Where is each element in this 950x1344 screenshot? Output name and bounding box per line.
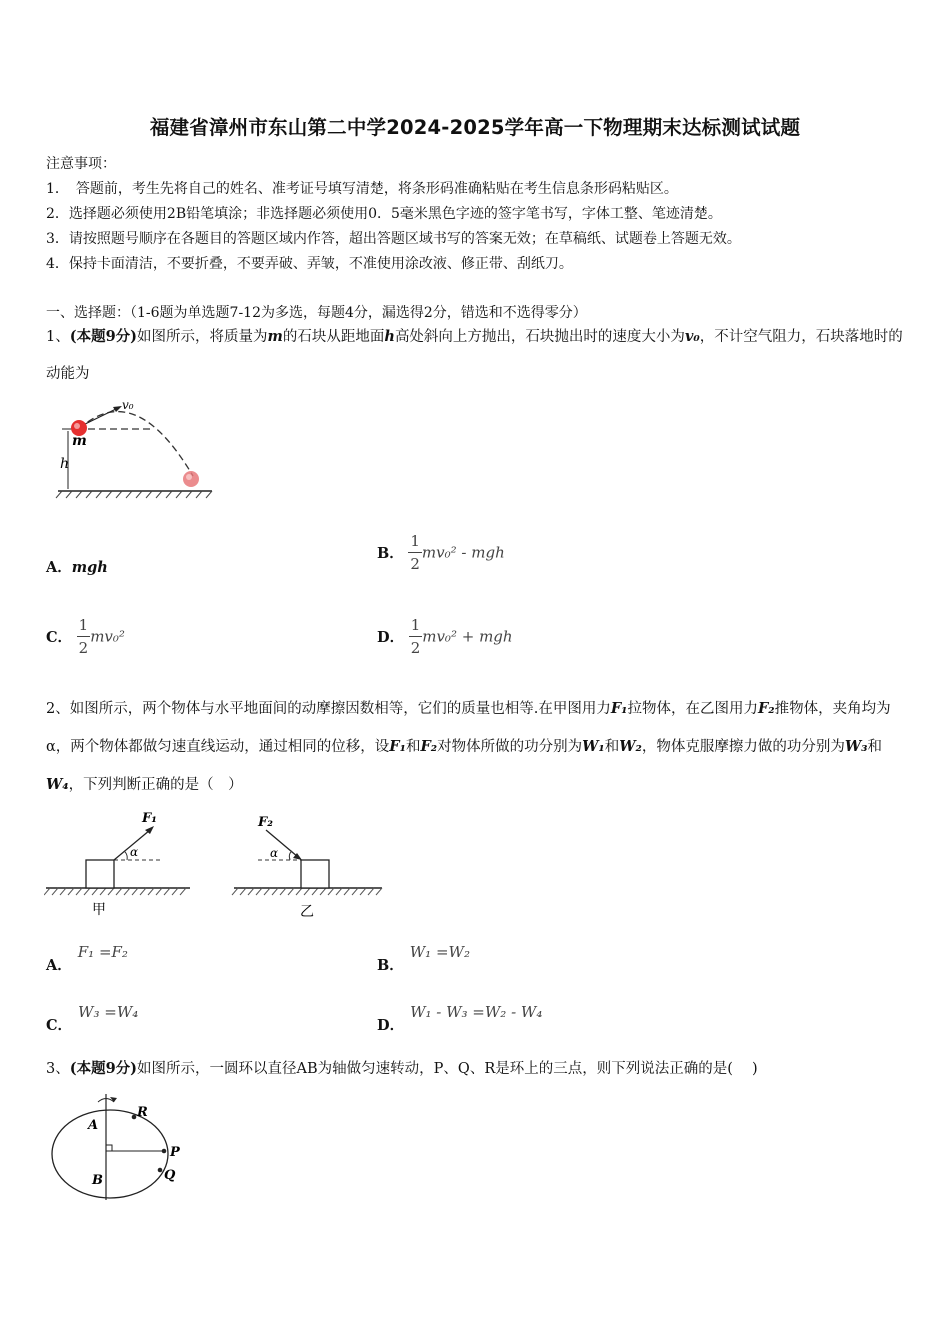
q1-option-a[interactable] (46, 556, 108, 577)
q1-text-d: ，不计空气阻力，石块落地时的动能为 (46, 329, 903, 382)
notice-item-4: 4．保持卡面清洁，不要折叠，不要弄破、弄皱，不准使用涂改液、修正带、刮纸刀。 (46, 256, 573, 272)
q1-option-c-label: C． (46, 629, 73, 646)
q1-option-d[interactable] (377, 614, 513, 659)
q1-fig-h-label: h (60, 456, 70, 472)
q2-var-w2: W₂ (619, 738, 642, 755)
q1-option-d-den: 2 (410, 639, 421, 657)
q2-fig-yi-label: 乙 (300, 904, 314, 920)
q1-marks: (本题9分) (69, 328, 138, 345)
q1-option-a-label: A． (46, 559, 72, 576)
q1-option-d-num: 1 (409, 614, 423, 637)
q2-var-w3: W₃ (844, 738, 868, 755)
q2-option-b-label: B． (377, 957, 404, 974)
q3-ring-figure (48, 1092, 198, 1204)
q1-option-a-value: mgh (71, 559, 108, 576)
notice-heading: 注意事项： (46, 156, 116, 172)
q2-option-d[interactable] (377, 1000, 543, 1034)
q2-option-a[interactable] (46, 940, 128, 974)
q3-fig-b-label: B (92, 1173, 103, 1188)
question-2-text (46, 690, 908, 804)
notice-item-1: 1． 答题前，考生先将自己的姓名、准考证号填写清楚，将条形码准确粘贴在考生信息条形码粘贴区。 (46, 181, 678, 197)
q1-text-a: 如图所示，将质量为 (137, 329, 268, 345)
q2-option-d-label: D． (377, 1017, 405, 1034)
q1-option-b-num: 1 (408, 530, 422, 553)
q2-option-b[interactable] (377, 940, 470, 974)
q2-option-d-value: W₁ - W₃ =W₂ - W₄ (410, 1003, 543, 1021)
q1-projectile-figure (50, 396, 220, 500)
q2-var-f2: F₂ (758, 700, 775, 717)
q2-option-c-value: W₃ =W₄ (78, 1003, 139, 1021)
q1-text-b: 的石块从距地面 (282, 329, 385, 345)
q1-option-b-fraction (408, 530, 422, 575)
q2-text-c: 推物体，夹角均为α，两个物体都做匀速直线运动，通过相同的位移，设 (46, 701, 891, 755)
q2-option-a-label: A． (46, 957, 72, 974)
q1-text-c: 高处斜向上方抛出，石块抛出时的速度大小为 (394, 329, 685, 345)
q3-number: 3、 (46, 1061, 70, 1077)
q1-option-b-value: mv₀² - mgh (421, 543, 505, 562)
q1-option-c-fraction (77, 614, 91, 659)
q2-var-f1: F₁ (610, 700, 628, 717)
q2-fig-f1-label: F₁ (142, 811, 157, 826)
q2-var-f1b: F₁ (389, 738, 406, 755)
q3-fig-a-label: A (88, 1118, 99, 1133)
q1-var-h: h (384, 328, 395, 345)
q2-var-w1: W₁ (582, 738, 605, 755)
q3-fig-r-label: R (137, 1105, 148, 1120)
q2-and-1: 和 (405, 739, 421, 755)
q2-option-c[interactable] (46, 1000, 139, 1034)
q2-option-c-label: C． (46, 1017, 73, 1034)
q1-option-c[interactable] (46, 614, 125, 659)
q1-option-b-den: 2 (410, 555, 420, 573)
notice-item-2: 2．选择题必须使用2B铅笔填涂；非选择题必须使用0．5毫米黑色字迹的签字笔书写，字体工整、笔迹清楚。 (46, 206, 722, 222)
q3-text: 如图所示，一圆环以直径AB为轴做匀速转动，P、Q、R是环上的三点，则下列说法正确的是( ) (137, 1061, 758, 1077)
q1-number: 1、 (46, 329, 70, 345)
q2-option-a-value: F₁ =F₂ (77, 943, 128, 961)
q2-text-a: 如图所示，两个物体与水平地面间的动摩擦因数相等，它们的质量也相等.在甲图用力 (69, 701, 611, 717)
q2-var-f2b: F₂ (420, 738, 438, 755)
q2-text-e: ，物体克服摩擦力做的功分别为 (641, 739, 845, 755)
section-heading: 一、选择题：（1-6题为单选题7-12为多选，每题4分，漏选得2分，错选和不选得零分） (46, 305, 587, 321)
q1-var-v0: v₀ (684, 328, 700, 345)
q1-option-c-value: mv₀² (90, 627, 125, 646)
q2-and-2: 和 (604, 739, 620, 755)
q1-option-b-label: B． (377, 545, 404, 562)
q2-fig-jia-label: 甲 (92, 902, 106, 918)
q1-option-b[interactable] (377, 530, 505, 575)
q2-text-b: 拉物体，在乙图用力 (627, 701, 758, 717)
question-3-text (46, 1050, 908, 1088)
q2-and-3: 和 (867, 739, 883, 755)
q2-fig-alpha-1: α (130, 845, 139, 859)
q1-fig-v0-label: v₀ (122, 398, 134, 412)
q2-fig-f2-label: F₂ (258, 815, 273, 830)
notice-item-3: 3．请按照题号顺序在各题目的答题区域内作答，超出答题区域书写的答案无效；在草稿纸、试题卷上答题无效。 (46, 231, 741, 247)
q3-fig-q-label: Q (164, 1168, 176, 1183)
q2-text-f: ，下列判断正确的是（ ） (68, 777, 243, 793)
q3-marks: (本题9分) (69, 1060, 138, 1077)
question-1-text (46, 318, 908, 393)
q2-text-d: 对物体所做的功分别为 (437, 739, 583, 755)
q1-option-d-label: D． (377, 629, 405, 646)
q2-number: 2、 (46, 701, 70, 717)
q1-option-d-value: mv₀² + mgh (422, 627, 513, 646)
q1-fig-m-label: m (72, 433, 87, 449)
q2-var-w4: W₄ (46, 776, 69, 793)
q1-option-d-fraction (409, 614, 423, 659)
exam-title: 福建省漳州市东山第二中学2024-2025学年高一下物理期末达标测试试题 (149, 116, 801, 139)
q2-option-b-value: W₁ =W₂ (409, 943, 470, 961)
q1-option-c-den: 2 (78, 639, 89, 657)
q2-fig-alpha-2: α (270, 846, 279, 860)
q2-force-figure (44, 806, 389, 924)
q3-fig-p-label: P (170, 1145, 180, 1160)
q1-option-c-num: 1 (77, 614, 91, 637)
q1-var-m: m (267, 328, 283, 345)
